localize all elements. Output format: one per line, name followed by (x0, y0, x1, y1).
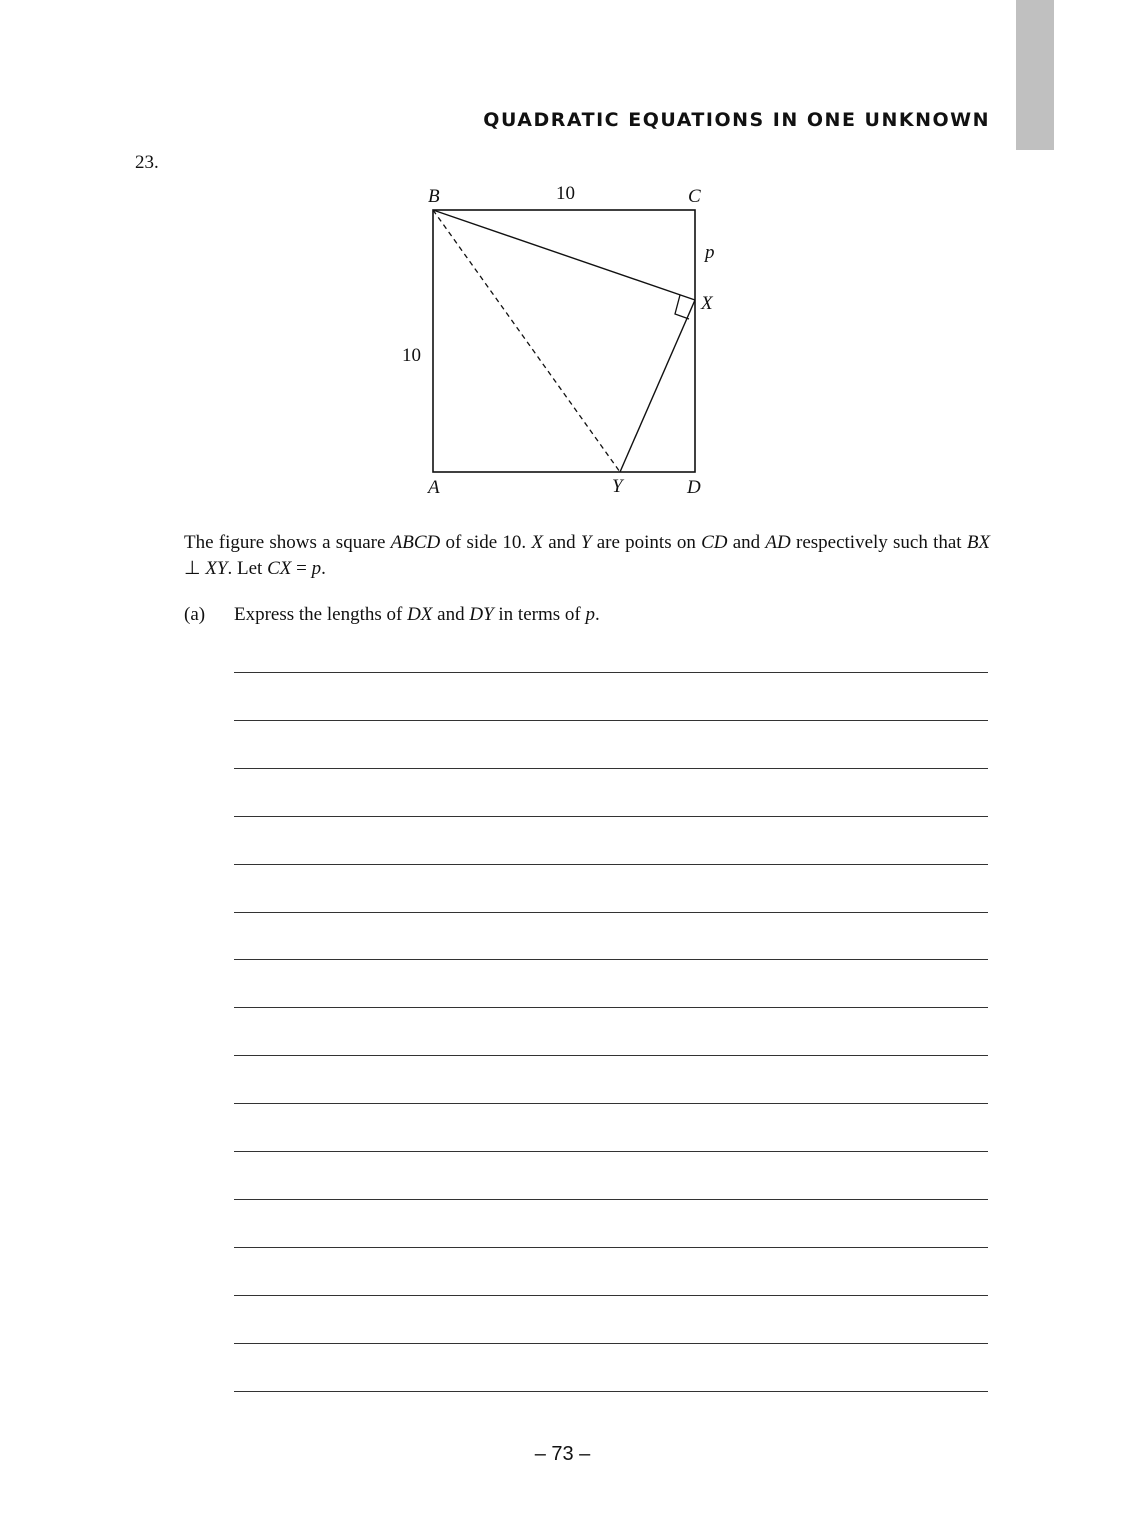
part-a-text: Express the lengths of DX and DY in terms of p. (234, 604, 600, 625)
chapter-header: QUADRATIC EQUATIONS IN ONE UNKNOWN (483, 109, 990, 131)
question-number: 23. (135, 152, 159, 173)
part-a-label: (a) (184, 604, 206, 625)
label-d: D (687, 477, 701, 498)
answer-line[interactable] (234, 1007, 988, 1008)
answer-line[interactable] (234, 1199, 988, 1200)
answer-line[interactable] (234, 864, 988, 865)
segment-by-dashed (433, 210, 620, 472)
segment-bx (433, 210, 695, 300)
answer-line[interactable] (234, 1103, 988, 1104)
answer-line[interactable] (234, 912, 988, 913)
page-number: – 73 – (534, 1443, 591, 1465)
label-x: X (701, 293, 713, 314)
label-top-side: 10 (556, 183, 575, 204)
answer-line[interactable] (234, 1151, 988, 1152)
label-left-side: 10 (402, 345, 421, 366)
answer-line[interactable] (234, 1391, 988, 1392)
answer-line[interactable] (234, 959, 988, 960)
question-text: The figure shows a square ABCD of side 10. X and Y are points on CD and AD respectively such that BX ⊥ XY. Let CX = p. (184, 532, 991, 579)
answer-line[interactable] (234, 1295, 988, 1296)
right-angle-marker (675, 295, 689, 319)
answer-line[interactable] (234, 1343, 988, 1344)
answer-line[interactable] (234, 672, 988, 673)
label-p: p (705, 242, 715, 263)
label-b: B (428, 186, 440, 207)
segment-xy (620, 300, 695, 472)
label-c: C (688, 186, 701, 207)
answer-line[interactable] (234, 720, 988, 721)
label-y: Y (612, 476, 623, 497)
part-a (184, 604, 600, 626)
answer-line[interactable] (234, 816, 988, 817)
answer-line[interactable] (234, 768, 988, 769)
answer-line[interactable] (234, 1247, 988, 1248)
square-abcd (433, 210, 695, 472)
answer-line[interactable] (234, 1055, 988, 1056)
geometry-figure (0, 0, 1125, 520)
label-a: A (428, 477, 440, 498)
